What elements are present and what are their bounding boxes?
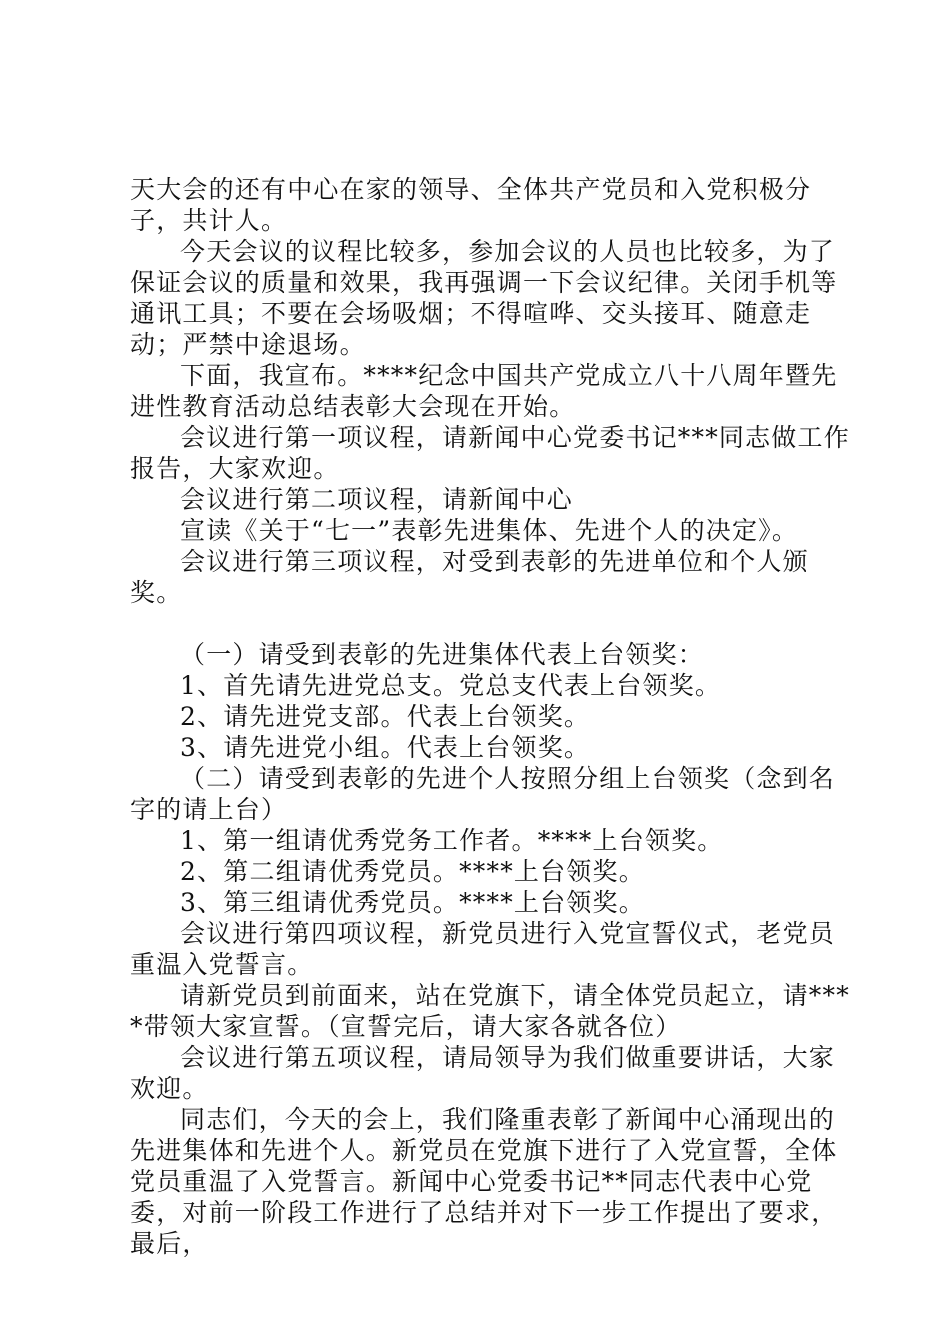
list-item: 2、请先进党支部。代表上台领奖。 [180, 702, 591, 731]
list-item: 3、请先进党小组。代表上台领奖。 [180, 733, 591, 762]
list-item: 1、首先请先进党总支。党总支代表上台领奖。 [180, 671, 722, 700]
list-item: 1、第一组请优秀党务工作者。****上台领奖。 [180, 826, 724, 855]
paragraph: 会议进行第三项议程，对受到表彰的先进单位和个人颁奖。 [130, 547, 809, 607]
paragraph: （一）请受到表彰的先进集体代表上台领奖： [180, 640, 705, 669]
paragraph: 今天会议的议程比较多，参加会议的人员也比较多，为了保证会议的质量和效果，我再强调一下会议纪律。关闭手机等通讯工具；不要在会场吸烟；不得喧哗、交头接耳、随意走动；严禁中途退场。 [130, 237, 838, 359]
paragraph: 天大会的还有中心在家的领导、全体共产党员和入党积极分子，共计人。 [130, 175, 812, 235]
list-item: 3、第三组请优秀党员。****上台领奖。 [180, 888, 645, 917]
paragraph: 会议进行第一项议程，请新闻中心党委书记***同志做工作报告，大家欢迎。 [130, 423, 850, 483]
document-body [130, 174, 850, 1259]
paragraph: 会议进行第五项议程，请局领导为我们做重要讲话，大家欢迎。 [130, 1043, 836, 1103]
paragraph: 下面，我宣布。****纪念中国共产党成立八十八周年暨先进性教育活动总结表彰大会现在开始。 [130, 361, 838, 421]
paragraph: （二）请受到表彰的先进个人按照分组上台领奖（念到名字的请上台） [130, 764, 836, 824]
paragraph: 请新党员到前面来，站在党旗下，请全体党员起立，请****带领大家宣誓。（宣誓完后，请大家各就各位） [130, 981, 850, 1041]
paragraph: 会议进行第四项议程，新党员进行入党宣誓仪式，老党员重温入党誓言。 [130, 919, 836, 979]
paragraph: 会议进行第二项议程，请新闻中心 [180, 485, 574, 514]
paragraph: 宣读《关于“七一”表彰先进集体、先进个人的决定》。 [180, 516, 799, 545]
blank-line [130, 608, 850, 639]
paragraph: 同志们，今天的会上，我们隆重表彰了新闻中心涌现出的先进集体和先进个人。新党员在党旗下进行了入党宣誓，全体党员重温了入党誓言。新闻中心党委书记**同志代表中心党委，对前一阶段工作进行了总结并对下一步工作提出了要求，最后， [130, 1105, 838, 1258]
list-item: 2、第二组请优秀党员。****上台领奖。 [180, 857, 645, 886]
